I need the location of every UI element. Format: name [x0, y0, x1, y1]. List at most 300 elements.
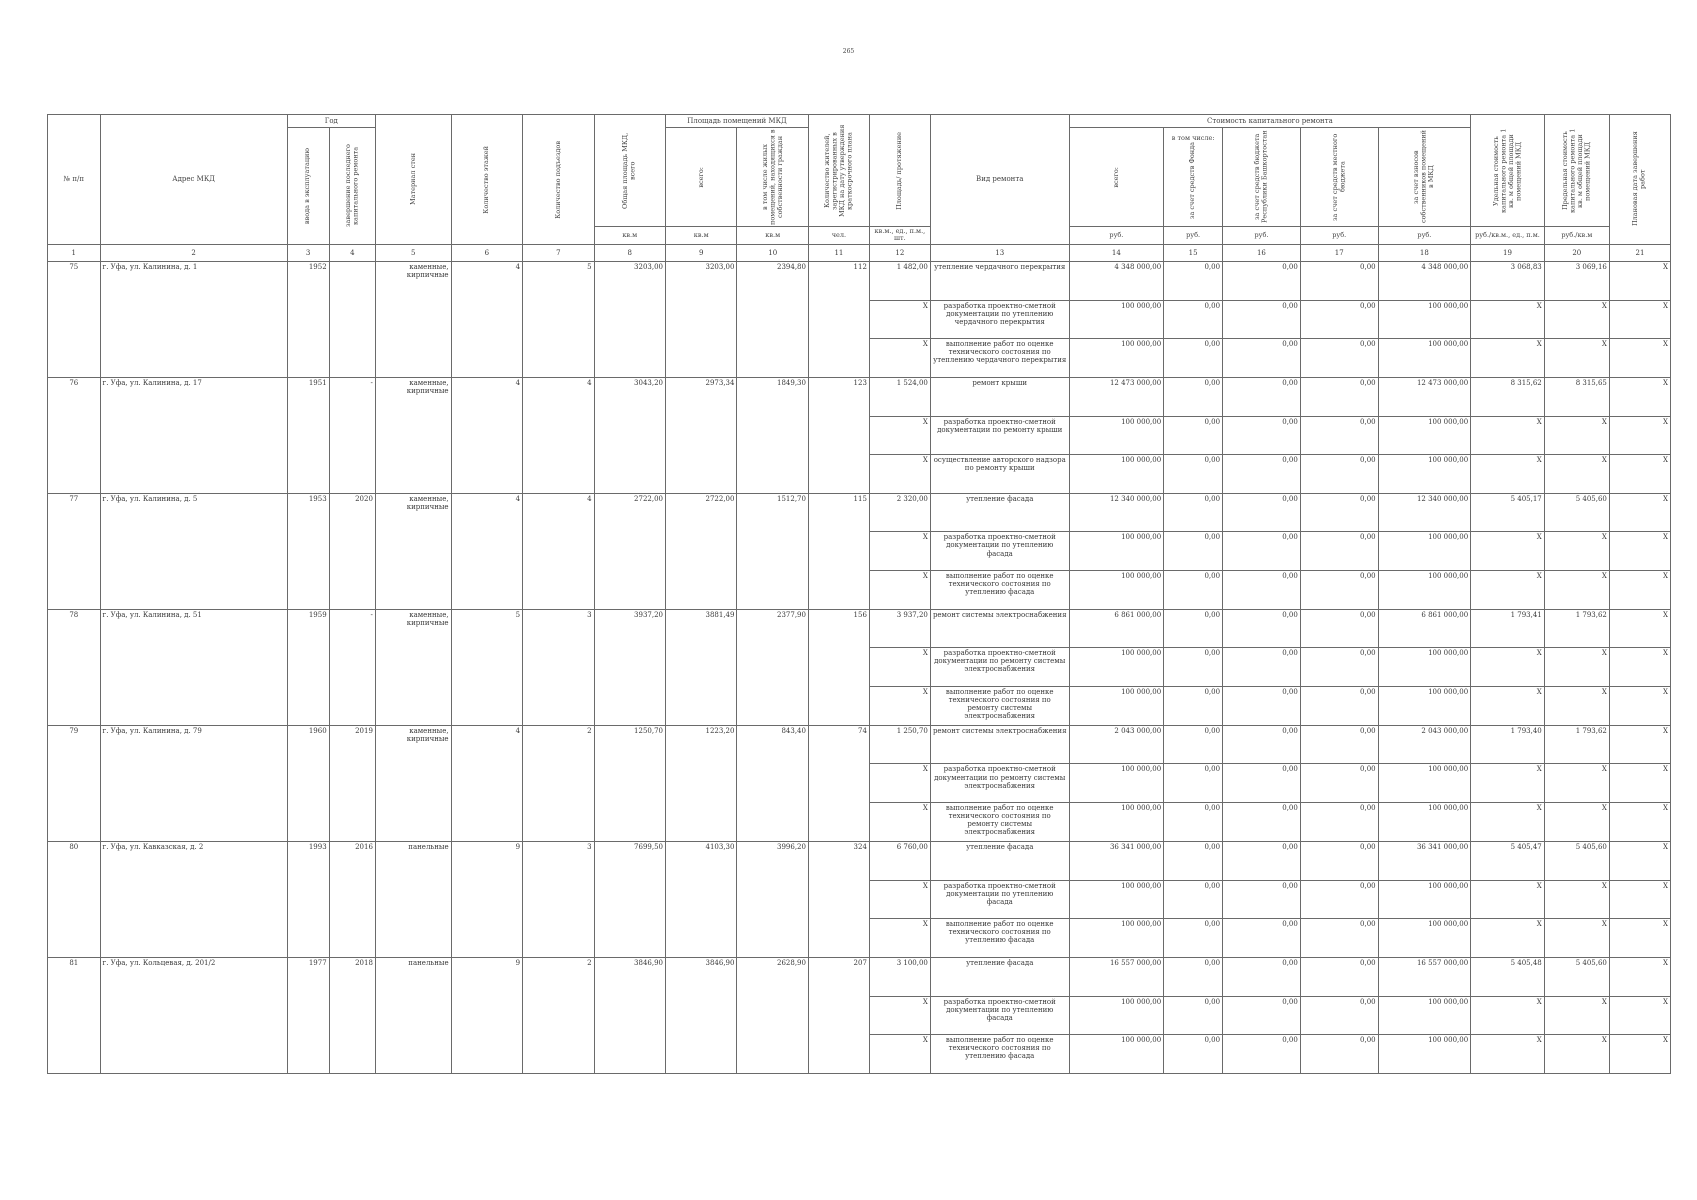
subrow-unit-cost-x: X [1471, 803, 1545, 842]
subrow-cost-fund: 0,00 [1164, 1035, 1223, 1074]
row-area-residential: 2394,80 [737, 261, 808, 377]
column-index-cell: 20 [1544, 244, 1609, 261]
header-cost-total: всего: [1069, 128, 1164, 227]
row-address: г. Уфа, ул. Калинина, д. 51 [100, 609, 287, 725]
header-area-group: Площадь помещений МКД [666, 115, 809, 128]
subrow-cost-total: 100 000,00 [1069, 571, 1164, 610]
subrow-max-cost-x: X [1544, 919, 1609, 958]
subrow-cost-local: 0,00 [1300, 803, 1378, 842]
subrow-cost-local: 0,00 [1300, 416, 1378, 455]
unit-11: чел. [808, 227, 869, 245]
subrow-max-cost-x: X [1544, 764, 1609, 803]
header-cost-incl: в том числе: [1171, 133, 1215, 142]
unit-18: руб. [1378, 227, 1471, 245]
column-index-cell: 4 [329, 244, 375, 261]
row-residents: 74 [808, 725, 869, 841]
subrow-volume-x: X [869, 571, 930, 610]
column-index-row [48, 244, 1671, 261]
row-wall-material: каменные, кирпичные [375, 609, 451, 725]
subrow-repair-type: разработка проектно-сметной документации по утеплению фасада [930, 880, 1069, 919]
subrow-planned-date-x: X [1609, 339, 1670, 378]
subrow-repair-type: выполнение работ по оценке технического состояния по ремонту системы электроснабжения [930, 803, 1069, 842]
subrow-max-cost-x: X [1544, 339, 1609, 378]
subrow-cost-republic: 0,00 [1223, 880, 1301, 919]
row-area-all: 4103,30 [666, 841, 737, 957]
subrow-cost-owners: 100 000,00 [1378, 455, 1471, 494]
subrow-cost-total: 100 000,00 [1069, 996, 1164, 1035]
column-index-cell: 10 [737, 244, 808, 261]
row-number: 76 [48, 377, 101, 493]
subrow-volume-x: X [869, 455, 930, 494]
subrow-cost-total: 100 000,00 [1069, 686, 1164, 725]
subrow-max-cost-x: X [1544, 300, 1609, 339]
subrow-planned-date-x: X [1609, 880, 1670, 919]
header-cost-owners: за счет взносов собственников помещений в МКД [1378, 128, 1471, 227]
subrow-repair-type: выполнение работ по оценке технического состояния по утеплению фасада [930, 571, 1069, 610]
subrow-volume-x: X [869, 803, 930, 842]
subrow-cost-total: 100 000,00 [1069, 339, 1164, 378]
table-row [48, 261, 1671, 300]
table-row [48, 377, 1671, 416]
row-address: г. Уфа, ул. Кольцевая, д. 201/2 [100, 957, 287, 1073]
subrow-unit-cost-x: X [1471, 1035, 1545, 1074]
column-index-cell: 7 [523, 244, 594, 261]
header-total-area: Общая площадь МКД, всего [594, 115, 665, 227]
row-repair-type: утепление чердачного перекрытия [930, 261, 1069, 300]
row-residents: 112 [808, 261, 869, 377]
row-cost-fund: 0,00 [1164, 261, 1223, 300]
row-planned-date: X [1609, 957, 1670, 996]
row-number: 78 [48, 609, 101, 725]
row-area-all: 3881,49 [666, 609, 737, 725]
row-planned-date: X [1609, 725, 1670, 764]
row-unit-cost: 1 793,41 [1471, 609, 1545, 648]
row-cost-total: 12 340 000,00 [1069, 493, 1164, 532]
row-year-commissioning: 1959 [287, 609, 329, 725]
page-number: 265 [842, 48, 855, 55]
row-repair-type: ремонт системы электроснабжения [930, 725, 1069, 764]
row-address: г. Уфа, ул. Калинина, д. 5 [100, 493, 287, 609]
row-year-last-repair: 2016 [329, 841, 375, 957]
subrow-planned-date-x: X [1609, 919, 1670, 958]
row-planned-date: X [1609, 841, 1670, 880]
header-max-cost: Предельная стоимость капитального ремонта 1 кв. м общей площади помещений МКД [1544, 115, 1609, 227]
subrow-volume-x: X [869, 764, 930, 803]
row-max-cost: 5 405,60 [1544, 841, 1609, 880]
column-index-cell: 19 [1471, 244, 1545, 261]
subrow-volume-x: X [869, 532, 930, 571]
subrow-max-cost-x: X [1544, 455, 1609, 494]
row-residents: 115 [808, 493, 869, 609]
subrow-repair-type: выполнение работ по оценке технического состояния по утеплению фасада [930, 1035, 1069, 1074]
subrow-repair-type: выполнение работ по оценке технического состояния по утеплению фасада [930, 919, 1069, 958]
header-wall-material: Материал стен [375, 115, 451, 245]
row-cost-total: 36 341 000,00 [1069, 841, 1164, 880]
row-year-commissioning: 1993 [287, 841, 329, 957]
subrow-cost-republic: 0,00 [1223, 455, 1301, 494]
row-cost-republic: 0,00 [1223, 261, 1301, 300]
row-entrances: 5 [523, 261, 594, 377]
subrow-planned-date-x: X [1609, 532, 1670, 571]
column-index-cell: 11 [808, 244, 869, 261]
subrow-cost-total: 100 000,00 [1069, 416, 1164, 455]
row-total-area: 3203,00 [594, 261, 665, 377]
subrow-cost-owners: 100 000,00 [1378, 1035, 1471, 1074]
unit-10: кв.м [737, 227, 808, 245]
subrow-cost-fund: 0,00 [1164, 339, 1223, 378]
subrow-planned-date-x: X [1609, 803, 1670, 842]
subrow-cost-local: 0,00 [1300, 532, 1378, 571]
table-row [48, 609, 1671, 648]
column-index-cell: 1 [48, 244, 101, 261]
unit-20: руб./кв.м [1544, 227, 1609, 245]
subrow-max-cost-x: X [1544, 686, 1609, 725]
row-floors: 4 [451, 377, 522, 493]
subrow-planned-date-x: X [1609, 1035, 1670, 1074]
row-unit-cost: 1 793,40 [1471, 725, 1545, 764]
subrow-cost-republic: 0,00 [1223, 416, 1301, 455]
column-index-cell: 6 [451, 244, 522, 261]
unit-8: кв.м [594, 227, 665, 245]
subrow-volume-x: X [869, 880, 930, 919]
subrow-cost-local: 0,00 [1300, 686, 1378, 725]
subrow-unit-cost-x: X [1471, 880, 1545, 919]
row-repair-volume: 3 100,00 [869, 957, 930, 996]
subrow-max-cost-x: X [1544, 803, 1609, 842]
subrow-cost-republic: 0,00 [1223, 300, 1301, 339]
header-repair-volume: Площадь/ протяжение [869, 115, 930, 227]
subrow-repair-type: разработка проектно-сметной документации по утеплению чердачного перекрытия [930, 300, 1069, 339]
subrow-unit-cost-x: X [1471, 686, 1545, 725]
row-planned-date: X [1609, 609, 1670, 648]
row-cost-fund: 0,00 [1164, 841, 1223, 880]
subrow-volume-x: X [869, 919, 930, 958]
subrow-cost-local: 0,00 [1300, 571, 1378, 610]
subrow-unit-cost-x: X [1471, 919, 1545, 958]
row-cost-republic: 0,00 [1223, 493, 1301, 532]
row-unit-cost: 5 405,17 [1471, 493, 1545, 532]
row-max-cost: 5 405,60 [1544, 957, 1609, 996]
row-cost-owners: 36 341 000,00 [1378, 841, 1471, 880]
subrow-cost-fund: 0,00 [1164, 571, 1223, 610]
subrow-cost-total: 100 000,00 [1069, 1035, 1164, 1074]
header-cost-local: за счет средств местного бюджета [1300, 128, 1378, 227]
subrow-max-cost-x: X [1544, 416, 1609, 455]
row-cost-local: 0,00 [1300, 957, 1378, 996]
row-wall-material: каменные, кирпичные [375, 725, 451, 841]
row-area-residential: 1512,70 [737, 493, 808, 609]
subrow-cost-total: 100 000,00 [1069, 919, 1164, 958]
subrow-cost-local: 0,00 [1300, 919, 1378, 958]
subrow-cost-fund: 0,00 [1164, 416, 1223, 455]
subrow-repair-type: выполнение работ по оценке технического состояния по ремонту системы электроснабжения [930, 686, 1069, 725]
subrow-cost-republic: 0,00 [1223, 648, 1301, 687]
row-floors: 5 [451, 609, 522, 725]
header-num: № п/п [48, 115, 101, 245]
row-repair-volume: 2 320,00 [869, 493, 930, 532]
header-planned-date: Плановая дата завершения работ [1609, 115, 1670, 245]
subrow-repair-type: осуществление авторского надзора по ремонту крыши [930, 455, 1069, 494]
row-year-commissioning: 1951 [287, 377, 329, 493]
header-floors: Количество этажей [451, 115, 522, 245]
subrow-repair-type: выполнение работ по оценке технического состояния по утеплению чердачного перекрытия [930, 339, 1069, 378]
column-index-cell: 9 [666, 244, 737, 261]
row-floors: 4 [451, 493, 522, 609]
subrow-unit-cost-x: X [1471, 416, 1545, 455]
header-residents: Количество жителей, зарегистрированных в МКД на дату утверждения краткосрочного плана [808, 115, 869, 227]
header-year-last-repair: завершение последнего капитального ремонта [329, 128, 375, 245]
subrow-max-cost-x: X [1544, 571, 1609, 610]
subrow-unit-cost-x: X [1471, 571, 1545, 610]
row-cost-republic: 0,00 [1223, 841, 1301, 880]
header-unit-cost: Удельная стоимость капитального ремонта 1 кв. м общей площади помещений МКД [1471, 115, 1545, 227]
subrow-cost-local: 0,00 [1300, 996, 1378, 1035]
row-cost-total: 16 557 000,00 [1069, 957, 1164, 996]
row-repair-type: ремонт крыши [930, 377, 1069, 416]
header-year-commissioning: ввода в эксплуатацию [287, 128, 329, 245]
subrow-cost-owners: 100 000,00 [1378, 803, 1471, 842]
row-cost-fund: 0,00 [1164, 609, 1223, 648]
subrow-volume-x: X [869, 1035, 930, 1074]
header-cost-group: Стоимость капитального ремонта [1069, 115, 1471, 128]
subrow-cost-owners: 100 000,00 [1378, 300, 1471, 339]
row-total-area: 3846,90 [594, 957, 665, 1073]
register-body [48, 261, 1671, 1073]
row-address: г. Уфа, ул. Калинина, д. 17 [100, 377, 287, 493]
row-cost-owners: 4 348 000,00 [1378, 261, 1471, 300]
column-index-cell: 21 [1609, 244, 1670, 261]
row-number: 75 [48, 261, 101, 377]
subrow-cost-local: 0,00 [1300, 455, 1378, 494]
row-year-commissioning: 1960 [287, 725, 329, 841]
row-cost-owners: 2 043 000,00 [1378, 725, 1471, 764]
row-total-area: 1250,70 [594, 725, 665, 841]
row-cost-republic: 0,00 [1223, 957, 1301, 996]
row-cost-total: 6 861 000,00 [1069, 609, 1164, 648]
header-area-all: всего: [666, 128, 737, 227]
subrow-cost-republic: 0,00 [1223, 803, 1301, 842]
subrow-planned-date-x: X [1609, 764, 1670, 803]
row-entrances: 3 [523, 841, 594, 957]
row-cost-owners: 12 473 000,00 [1378, 377, 1471, 416]
subrow-unit-cost-x: X [1471, 532, 1545, 571]
row-unit-cost: 8 315,62 [1471, 377, 1545, 416]
row-floors: 9 [451, 841, 522, 957]
row-cost-owners: 16 557 000,00 [1378, 957, 1471, 996]
subrow-cost-fund: 0,00 [1164, 803, 1223, 842]
subrow-planned-date-x: X [1609, 648, 1670, 687]
row-max-cost: 1 793,62 [1544, 609, 1609, 648]
row-repair-volume: 3 937,20 [869, 609, 930, 648]
subrow-cost-fund: 0,00 [1164, 764, 1223, 803]
subrow-cost-local: 0,00 [1300, 764, 1378, 803]
subrow-cost-local: 0,00 [1300, 339, 1378, 378]
subrow-cost-fund: 0,00 [1164, 648, 1223, 687]
subrow-cost-republic: 0,00 [1223, 1035, 1301, 1074]
subrow-volume-x: X [869, 648, 930, 687]
header-entrances: Количество подъездов [523, 115, 594, 245]
subrow-cost-owners: 100 000,00 [1378, 648, 1471, 687]
subrow-cost-owners: 100 000,00 [1378, 919, 1471, 958]
subrow-unit-cost-x: X [1471, 996, 1545, 1035]
row-cost-republic: 0,00 [1223, 609, 1301, 648]
row-cost-local: 0,00 [1300, 725, 1378, 764]
header-year-group: Год [287, 115, 375, 128]
unit-16: руб. [1223, 227, 1301, 245]
subrow-planned-date-x: X [1609, 686, 1670, 725]
row-total-area: 2722,00 [594, 493, 665, 609]
row-cost-fund: 0,00 [1164, 377, 1223, 416]
subrow-unit-cost-x: X [1471, 339, 1545, 378]
unit-15: руб. [1164, 227, 1223, 245]
subrow-repair-type: разработка проектно-сметной документации по утеплению фасада [930, 996, 1069, 1035]
row-wall-material: каменные, кирпичные [375, 261, 451, 377]
subrow-max-cost-x: X [1544, 996, 1609, 1035]
subrow-volume-x: X [869, 996, 930, 1035]
subrow-unit-cost-x: X [1471, 764, 1545, 803]
row-area-residential: 843,40 [737, 725, 808, 841]
subrow-cost-owners: 100 000,00 [1378, 571, 1471, 610]
subrow-cost-fund: 0,00 [1164, 300, 1223, 339]
subrow-cost-fund: 0,00 [1164, 919, 1223, 958]
row-wall-material: панельные [375, 841, 451, 957]
column-index-cell: 15 [1164, 244, 1223, 261]
row-repair-volume: 1 482,00 [869, 261, 930, 300]
row-residents: 156 [808, 609, 869, 725]
header-address: Адрес МКД [100, 115, 287, 245]
subrow-cost-total: 100 000,00 [1069, 764, 1164, 803]
column-index-cell: 5 [375, 244, 451, 261]
row-year-commissioning: 1953 [287, 493, 329, 609]
row-year-commissioning: 1977 [287, 957, 329, 1073]
row-cost-total: 12 473 000,00 [1069, 377, 1164, 416]
subrow-planned-date-x: X [1609, 996, 1670, 1035]
row-number: 79 [48, 725, 101, 841]
row-area-residential: 3996,20 [737, 841, 808, 957]
subrow-cost-total: 100 000,00 [1069, 455, 1164, 494]
row-year-last-repair: - [329, 609, 375, 725]
column-index-cell: 12 [869, 244, 930, 261]
row-max-cost: 3 069,16 [1544, 261, 1609, 300]
subrow-cost-total: 100 000,00 [1069, 648, 1164, 687]
row-wall-material: панельные [375, 957, 451, 1073]
table-row [48, 493, 1671, 532]
subrow-cost-total: 100 000,00 [1069, 880, 1164, 919]
row-area-residential: 2628,90 [737, 957, 808, 1073]
subrow-max-cost-x: X [1544, 648, 1609, 687]
row-wall-material: каменные, кирпичные [375, 493, 451, 609]
subrow-cost-owners: 100 000,00 [1378, 764, 1471, 803]
unit-9: кв.м [666, 227, 737, 245]
row-repair-type: утепление фасада [930, 841, 1069, 880]
subrow-repair-type: разработка проектно-сметной документации по ремонту системы электроснабжения [930, 648, 1069, 687]
header-area-residential: в том числе жилых помещений, находящихся в собственности граждан [737, 128, 808, 227]
row-entrances: 4 [523, 493, 594, 609]
subrow-cost-fund: 0,00 [1164, 455, 1223, 494]
subrow-cost-local: 0,00 [1300, 648, 1378, 687]
subrow-cost-republic: 0,00 [1223, 571, 1301, 610]
subrow-unit-cost-x: X [1471, 455, 1545, 494]
row-cost-fund: 0,00 [1164, 725, 1223, 764]
row-repair-type: ремонт системы электроснабжения [930, 609, 1069, 648]
row-floors: 4 [451, 261, 522, 377]
subrow-volume-x: X [869, 339, 930, 378]
subrow-planned-date-x: X [1609, 455, 1670, 494]
row-year-last-repair: 2019 [329, 725, 375, 841]
row-unit-cost: 5 405,47 [1471, 841, 1545, 880]
row-area-all: 2973,34 [666, 377, 737, 493]
capital-repair-register-table [47, 114, 1671, 1074]
row-unit-cost: 5 405,48 [1471, 957, 1545, 996]
row-area-residential: 1849,30 [737, 377, 808, 493]
row-cost-total: 2 043 000,00 [1069, 725, 1164, 764]
subrow-volume-x: X [869, 300, 930, 339]
column-index-cell: 16 [1223, 244, 1301, 261]
subrow-planned-date-x: X [1609, 300, 1670, 339]
subrow-cost-total: 100 000,00 [1069, 300, 1164, 339]
row-max-cost: 5 405,60 [1544, 493, 1609, 532]
unit-14: руб. [1069, 227, 1164, 245]
row-repair-volume: 1 524,00 [869, 377, 930, 416]
row-total-area: 7699,50 [594, 841, 665, 957]
row-planned-date: X [1609, 377, 1670, 416]
row-total-area: 3937,20 [594, 609, 665, 725]
row-address: г. Уфа, ул. Калинина, д. 79 [100, 725, 287, 841]
row-total-area: 3043,20 [594, 377, 665, 493]
subrow-cost-fund: 0,00 [1164, 996, 1223, 1035]
subrow-cost-owners: 100 000,00 [1378, 686, 1471, 725]
subrow-cost-owners: 100 000,00 [1378, 996, 1471, 1035]
subrow-cost-total: 100 000,00 [1069, 803, 1164, 842]
subrow-cost-local: 0,00 [1300, 300, 1378, 339]
row-cost-republic: 0,00 [1223, 377, 1301, 416]
table-row [48, 841, 1671, 880]
column-index-cell: 18 [1378, 244, 1471, 261]
subrow-cost-owners: 100 000,00 [1378, 880, 1471, 919]
row-number: 77 [48, 493, 101, 609]
subrow-repair-type: разработка проектно-сметной документации по ремонту крыши [930, 416, 1069, 455]
row-repair-type: утепление фасада [930, 957, 1069, 996]
row-entrances: 4 [523, 377, 594, 493]
subrow-cost-fund: 0,00 [1164, 686, 1223, 725]
row-address: г. Уфа, ул. Кавказская, д. 2 [100, 841, 287, 957]
row-entrances: 2 [523, 957, 594, 1073]
row-area-all: 2722,00 [666, 493, 737, 609]
unit-19: руб./кв.м., ед., п.м. [1471, 227, 1545, 245]
row-number: 81 [48, 957, 101, 1073]
row-cost-local: 0,00 [1300, 377, 1378, 416]
row-entrances: 2 [523, 725, 594, 841]
row-residents: 123 [808, 377, 869, 493]
row-address: г. Уфа, ул. Калинина, д. 1 [100, 261, 287, 377]
subrow-max-cost-x: X [1544, 1035, 1609, 1074]
subrow-max-cost-x: X [1544, 532, 1609, 571]
subrow-max-cost-x: X [1544, 880, 1609, 919]
row-year-last-repair [329, 261, 375, 377]
row-wall-material: каменные, кирпичные [375, 377, 451, 493]
header-repair-type: Вид ремонта [930, 115, 1069, 245]
column-index-cell: 2 [100, 244, 287, 261]
row-planned-date: X [1609, 493, 1670, 532]
row-year-commissioning: 1952 [287, 261, 329, 377]
row-cost-owners: 12 340 000,00 [1378, 493, 1471, 532]
subrow-cost-fund: 0,00 [1164, 880, 1223, 919]
table-row [48, 725, 1671, 764]
row-area-all: 3846,90 [666, 957, 737, 1073]
subrow-cost-owners: 100 000,00 [1378, 532, 1471, 571]
row-area-residential: 2377,90 [737, 609, 808, 725]
header-cost-republic: за счет средств бюджета Республики Башкортостан [1223, 128, 1301, 227]
